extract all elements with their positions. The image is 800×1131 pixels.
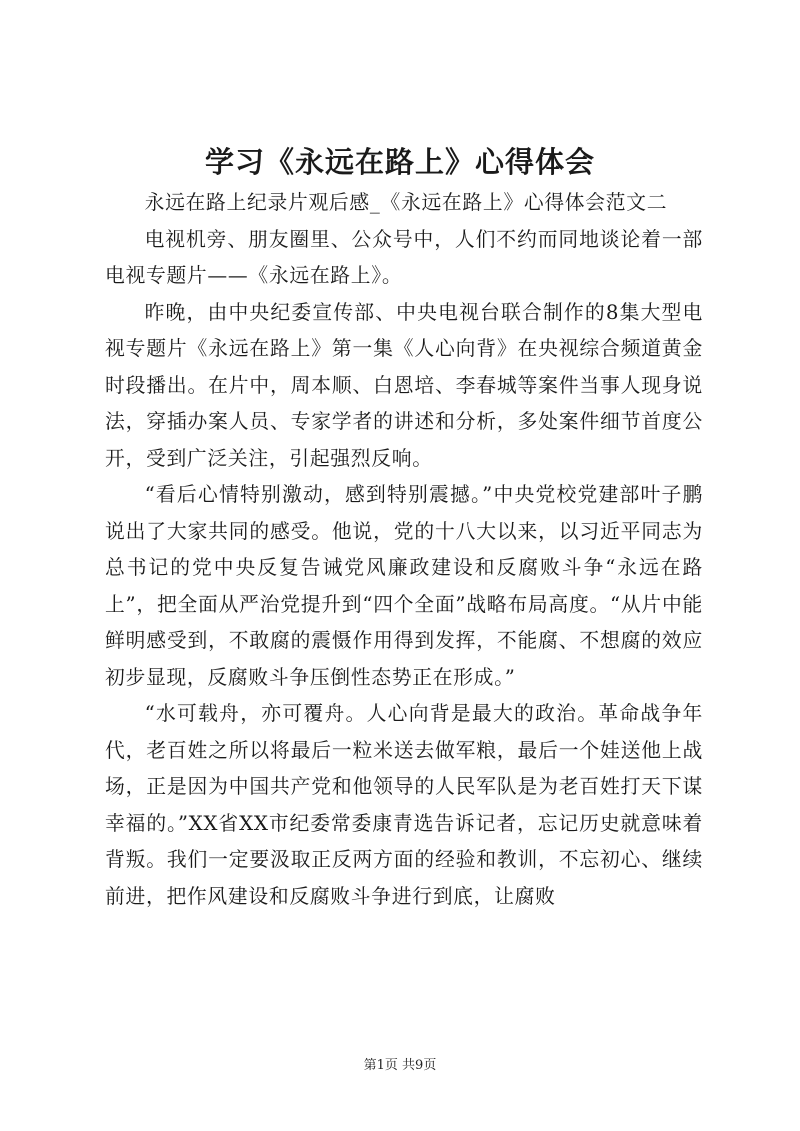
- paragraph: “看后心情特别激动，感到特别震撼。”中央党校党建部叶子鹏说出了大家共同的感受。他说，党的十八大以来，以习近平同志为总书记的党中央反复告诫党风廉政建设和反腐败斗争“永远在路上”，把全面从严治党提升到“四个全面”战略布局高度。“从片中能鲜明感受到，不敢腐的震慑作用得到发挥，不能腐、不想腐的效应初步显现，反腐败斗争压倒性态势正在形成。”: [105, 483, 703, 689]
- paragraph: 昨晚，由中央纪委宣传部、中央电视台联合制作的8集大型电视专题片《永远在路上》第一集《人心向背》在央视综合频道黄金时段播出。在片中，周本顺、白恩培、李春城等案件当事人现身说法，穿插办案人员、专家学者的讲述和分析，多处案件细节首度公开，受到广泛关注，引起强烈反响。: [105, 300, 703, 470]
- document-body: [105, 185, 703, 915]
- paragraph: “水可载舟，亦可覆舟。人心向背是最大的政治。革命战争年代，老百姓之所以将最后一粒米送去做军粮，最后一个娃送他上战场，正是因为中国共产党和他领导的人民军队是为老百姓打天下谋幸福的。”XX省XX市纪委常委康青选告诉记者，忘记历史就意味着背叛。我们一定要汲取正反两方面的经验和教训，不忘初心、继续前进，把作风建设和反腐败斗争进行到底，让腐败: [105, 702, 703, 908]
- paragraph: 电视机旁、朋友圈里、公众号中，人们不约而同地谈论着一部电视专题片——《永远在路上》。: [105, 227, 703, 287]
- document-title: 学习《永远在路上》心得体会: [204, 145, 595, 179]
- paragraph-subtitle: 永远在路上纪录片观后感_《永远在路上》心得体会范文二: [144, 191, 668, 214]
- page-footer: 第1页 共9页: [363, 1058, 437, 1073]
